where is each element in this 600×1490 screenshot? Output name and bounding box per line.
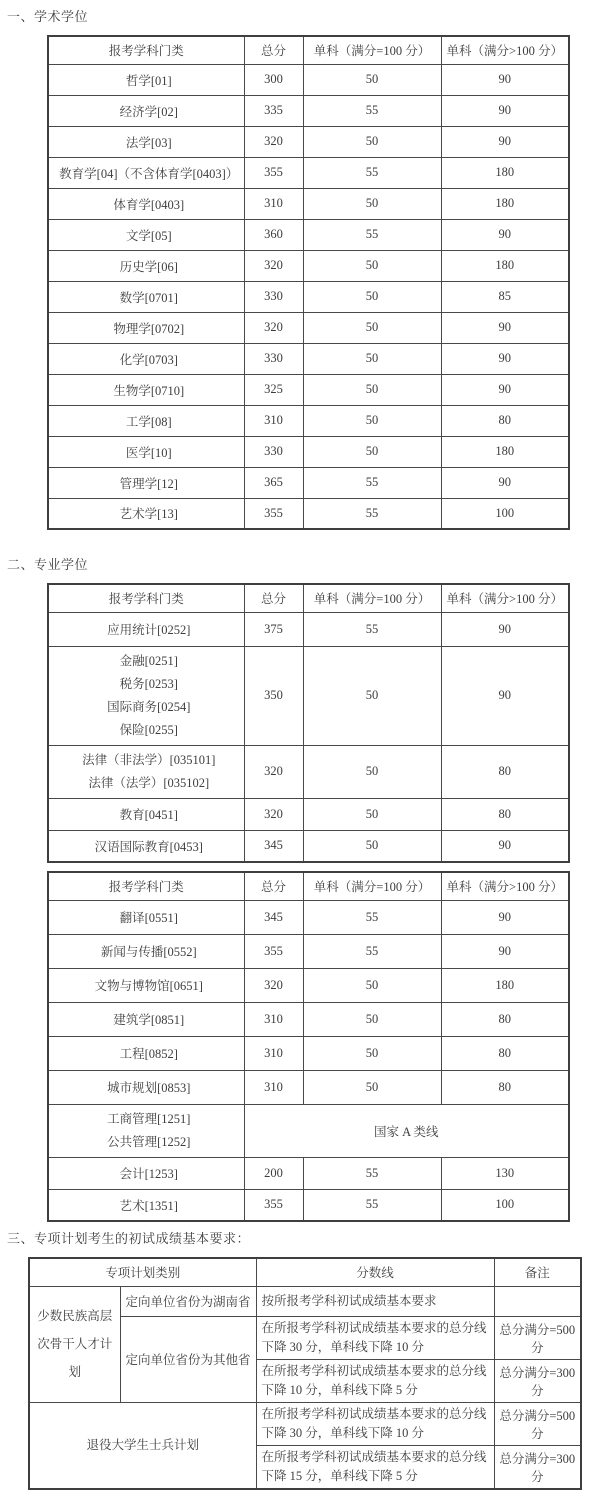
- subject-name-cell: 哲学[01]: [48, 64, 244, 95]
- single-eq100-cell: 55: [303, 467, 441, 498]
- single-gt100-cell: 80: [441, 1036, 569, 1070]
- table-row: [48, 1036, 569, 1070]
- table-row: [48, 934, 569, 968]
- score-requirement-cell: 按所报考学科初试成绩基本要求: [256, 1286, 494, 1316]
- col-header-single-gt100: 单科（满分>100 分）: [441, 584, 569, 612]
- subject-line: 公共管理[1252]: [107, 1134, 191, 1149]
- professional-degree-table-2: [47, 871, 570, 1222]
- single-gt100-cell: 100: [441, 1189, 569, 1221]
- single-gt100-cell: 80: [441, 405, 569, 436]
- total-score-cell: 310: [244, 1002, 303, 1036]
- special-plan-table: [28, 1257, 582, 1490]
- subject-name-cell: 应用统计[0252]: [48, 612, 244, 646]
- single-eq100-cell: 50: [303, 1070, 441, 1104]
- single-eq100-cell: 55: [303, 934, 441, 968]
- table-row: [48, 1070, 569, 1104]
- single-eq100-cell: 55: [303, 498, 441, 529]
- subject-name-cell: 文学[05]: [48, 219, 244, 250]
- subject-name-cell: 建筑学[0851]: [48, 1002, 244, 1036]
- single-gt100-cell: 180: [441, 250, 569, 281]
- single-eq100-cell: 55: [303, 219, 441, 250]
- single-gt100-cell: 90: [441, 646, 569, 745]
- note-cell: 总分满分=500 分: [494, 1316, 581, 1359]
- single-eq100-cell: 50: [303, 1002, 441, 1036]
- note-cell: [494, 1286, 581, 1316]
- total-score-cell: 320: [244, 312, 303, 343]
- total-score-cell: 320: [244, 798, 303, 830]
- other-province-cell: 定向单位省份为其他省: [120, 1316, 256, 1402]
- total-score-cell: 345: [244, 830, 303, 862]
- table-row: [48, 405, 569, 436]
- subject-line: 保险[0255]: [119, 722, 178, 737]
- table-row: [48, 374, 569, 405]
- subject-name-cell: 城市规划[0853]: [48, 1070, 244, 1104]
- subject-name-cell: 医学[10]: [48, 436, 244, 467]
- single-eq100-cell: 55: [303, 612, 441, 646]
- total-score-cell: 375: [244, 612, 303, 646]
- single-gt100-cell: 80: [441, 798, 569, 830]
- col-header-single-gt100: 单科（满分>100 分）: [441, 872, 569, 900]
- single-gt100-cell: 80: [441, 1002, 569, 1036]
- score-requirement-cell: 在所报考学科初试成绩基本要求的总分线下降 30 分，单科线下降 10 分: [256, 1402, 494, 1445]
- col-header-subject: 报考学科门类: [48, 584, 244, 612]
- single-gt100-cell: 180: [441, 157, 569, 188]
- subject-name-cell: 经济学[02]: [48, 95, 244, 126]
- table-row: [48, 498, 569, 529]
- single-eq100-cell: 55: [303, 1157, 441, 1189]
- single-gt100-cell: 130: [441, 1157, 569, 1189]
- subject-name-cell: 教育学[04]（不含体育学[0403]）: [48, 157, 244, 188]
- total-score-cell: 310: [244, 1070, 303, 1104]
- total-score-cell: 320: [244, 745, 303, 798]
- table-header-row: [48, 584, 569, 612]
- table-row: [48, 1002, 569, 1036]
- subject-line: 法律（非法学）[035101]: [82, 752, 216, 767]
- single-eq100-cell: 50: [303, 646, 441, 745]
- single-gt100-cell: 90: [441, 900, 569, 934]
- single-gt100-cell: 90: [441, 126, 569, 157]
- col-header-total: 总分: [244, 584, 303, 612]
- single-eq100-cell: 50: [303, 281, 441, 312]
- total-score-cell: 310: [244, 405, 303, 436]
- total-score-cell: 355: [244, 934, 303, 968]
- single-eq100-cell: 50: [303, 798, 441, 830]
- single-gt100-cell: 80: [441, 745, 569, 798]
- single-gt100-cell: 180: [441, 188, 569, 219]
- subject-line: 法律（法学）[035102]: [88, 775, 210, 790]
- section-1-title: 一、学术学位: [7, 9, 89, 24]
- national-line-cell: 国家 A 类线: [244, 1104, 569, 1157]
- subject-name-cell: 历史学[06]: [48, 250, 244, 281]
- subject-name-cell: 教育[0451]: [48, 798, 244, 830]
- single-eq100-cell: 50: [303, 312, 441, 343]
- table-row: [48, 745, 569, 798]
- professional-degree-table-1: [47, 583, 570, 863]
- table-row: [48, 157, 569, 188]
- single-eq100-cell: 50: [303, 250, 441, 281]
- single-eq100-cell: 50: [303, 64, 441, 95]
- academic-degree-table: [47, 35, 570, 530]
- total-score-cell: 310: [244, 1036, 303, 1070]
- col-header-score-line: 分数线: [256, 1258, 494, 1286]
- subject-name-cell: [48, 1104, 244, 1157]
- total-score-cell: 300: [244, 64, 303, 95]
- col-header-subject: 报考学科门类: [48, 36, 244, 64]
- hunan-province-cell: 定向单位省份为湖南省: [120, 1286, 256, 1316]
- subject-name-cell: 法学[03]: [48, 126, 244, 157]
- subject-name-cell: 艺术[1351]: [48, 1189, 244, 1221]
- single-eq100-cell: 55: [303, 157, 441, 188]
- single-gt100-cell: 85: [441, 281, 569, 312]
- subject-name-cell: 工学[08]: [48, 405, 244, 436]
- table-row: [48, 219, 569, 250]
- table-row: [48, 343, 569, 374]
- section-3-title: 三、专项计划考生的初试成绩基本要求：: [7, 1231, 251, 1246]
- special-plan-row: [29, 1286, 581, 1316]
- single-eq100-cell: 55: [303, 95, 441, 126]
- table-header-row: [48, 36, 569, 64]
- single-eq100-cell: 55: [303, 900, 441, 934]
- single-eq100-cell: 50: [303, 745, 441, 798]
- total-score-cell: 310: [244, 188, 303, 219]
- col-header-single-eq100: 单科（满分=100 分）: [303, 584, 441, 612]
- note-cell: 总分满分=500 分: [494, 1402, 581, 1445]
- table-row: [48, 312, 569, 343]
- note-cell: 总分满分=300 分: [494, 1359, 581, 1402]
- single-eq100-cell: 50: [303, 374, 441, 405]
- score-requirement-cell: 在所报考学科初试成绩基本要求的总分线下降 30 分，单科线下降 10 分: [256, 1316, 494, 1359]
- single-eq100-cell: 50: [303, 968, 441, 1002]
- subject-name-cell: [48, 745, 244, 798]
- single-gt100-cell: 90: [441, 934, 569, 968]
- total-score-cell: 355: [244, 498, 303, 529]
- single-gt100-cell: 180: [441, 968, 569, 1002]
- total-score-cell: 330: [244, 343, 303, 374]
- col-header-single-eq100: 单科（满分=100 分）: [303, 872, 441, 900]
- single-gt100-cell: 90: [441, 312, 569, 343]
- col-header-total: 总分: [244, 36, 303, 64]
- single-gt100-cell: 90: [441, 830, 569, 862]
- table-row: [48, 1157, 569, 1189]
- table-row: [48, 250, 569, 281]
- table-row: [48, 900, 569, 934]
- subject-name-cell: 管理学[12]: [48, 467, 244, 498]
- subject-name-cell: 工程[0852]: [48, 1036, 244, 1070]
- minority-plan-label: 少数民族高层次骨干人才计划: [29, 1286, 120, 1402]
- single-gt100-cell: 90: [441, 343, 569, 374]
- subject-name-cell: 物理学[0702]: [48, 312, 244, 343]
- table-row: [48, 281, 569, 312]
- subject-line: 金融[0251]: [119, 653, 178, 668]
- score-requirement-cell: 在所报考学科初试成绩基本要求的总分线下降 10 分，单科线下降 5 分: [256, 1359, 494, 1402]
- table-header-row: [29, 1258, 581, 1286]
- single-gt100-cell: 90: [441, 64, 569, 95]
- total-score-cell: 200: [244, 1157, 303, 1189]
- subject-line: 国际商务[0254]: [107, 699, 191, 714]
- single-gt100-cell: 180: [441, 436, 569, 467]
- single-eq100-cell: 55: [303, 1189, 441, 1221]
- total-score-cell: 350: [244, 646, 303, 745]
- single-eq100-cell: 50: [303, 1036, 441, 1070]
- total-score-cell: 330: [244, 436, 303, 467]
- col-header-note: 备注: [494, 1258, 581, 1286]
- table-row: [48, 95, 569, 126]
- single-eq100-cell: 50: [303, 405, 441, 436]
- subject-name-cell: [48, 646, 244, 745]
- table-row: [48, 1189, 569, 1221]
- single-gt100-cell: 100: [441, 498, 569, 529]
- table-row: [48, 467, 569, 498]
- single-gt100-cell: 90: [441, 467, 569, 498]
- table-header-row: [48, 872, 569, 900]
- col-header-single-gt100: 单科（满分>100 分）: [441, 36, 569, 64]
- table-row: [48, 126, 569, 157]
- total-score-cell: 360: [244, 219, 303, 250]
- total-score-cell: 345: [244, 900, 303, 934]
- col-header-subject: 报考学科门类: [48, 872, 244, 900]
- table-row: [48, 188, 569, 219]
- single-eq100-cell: 50: [303, 830, 441, 862]
- subject-line: 税务[0253]: [119, 676, 178, 691]
- total-score-cell: 355: [244, 157, 303, 188]
- subject-name-cell: 化学[0703]: [48, 343, 244, 374]
- single-eq100-cell: 50: [303, 188, 441, 219]
- total-score-cell: 320: [244, 250, 303, 281]
- subject-name-cell: 生物学[0710]: [48, 374, 244, 405]
- total-score-cell: 325: [244, 374, 303, 405]
- subject-name-cell: 体育学[0403]: [48, 188, 244, 219]
- single-eq100-cell: 50: [303, 436, 441, 467]
- subject-line: 工商管理[1251]: [107, 1111, 191, 1126]
- note-cell: 总分满分=300 分: [494, 1445, 581, 1489]
- single-gt100-cell: 90: [441, 374, 569, 405]
- table-row: [48, 968, 569, 1002]
- total-score-cell: 330: [244, 281, 303, 312]
- subject-name-cell: 会计[1253]: [48, 1157, 244, 1189]
- veteran-plan-label: 退役大学生士兵计划: [29, 1402, 256, 1489]
- single-gt100-cell: 80: [441, 1070, 569, 1104]
- table-row: [48, 612, 569, 646]
- table-row: [48, 64, 569, 95]
- subject-name-cell: 艺术学[13]: [48, 498, 244, 529]
- col-header-plan-category: 专项计划类别: [29, 1258, 256, 1286]
- table-row: [48, 798, 569, 830]
- total-score-cell: 365: [244, 467, 303, 498]
- total-score-cell: 320: [244, 126, 303, 157]
- score-requirement-cell: 在所报考学科初试成绩基本要求的总分线下降 15 分，单科线下降 5 分: [256, 1445, 494, 1489]
- subject-name-cell: 数学[0701]: [48, 281, 244, 312]
- subject-name-cell: 汉语国际教育[0453]: [48, 830, 244, 862]
- total-score-cell: 320: [244, 968, 303, 1002]
- table-row-merged: [48, 1104, 569, 1157]
- section-2-title: 二、专业学位: [7, 557, 89, 572]
- total-score-cell: 355: [244, 1189, 303, 1221]
- subject-name-cell: 新闻与传播[0552]: [48, 934, 244, 968]
- single-eq100-cell: 50: [303, 343, 441, 374]
- col-header-total: 总分: [244, 872, 303, 900]
- subject-name-cell: 翻译[0551]: [48, 900, 244, 934]
- single-gt100-cell: 90: [441, 95, 569, 126]
- total-score-cell: 335: [244, 95, 303, 126]
- col-header-single-eq100: 单科（满分=100 分）: [303, 36, 441, 64]
- special-plan-row: [29, 1402, 581, 1445]
- single-eq100-cell: 50: [303, 126, 441, 157]
- single-gt100-cell: 90: [441, 219, 569, 250]
- table-row: [48, 436, 569, 467]
- single-gt100-cell: 90: [441, 612, 569, 646]
- subject-name-cell: 文物与博物馆[0651]: [48, 968, 244, 1002]
- table-row: [48, 830, 569, 862]
- table-row: [48, 646, 569, 745]
